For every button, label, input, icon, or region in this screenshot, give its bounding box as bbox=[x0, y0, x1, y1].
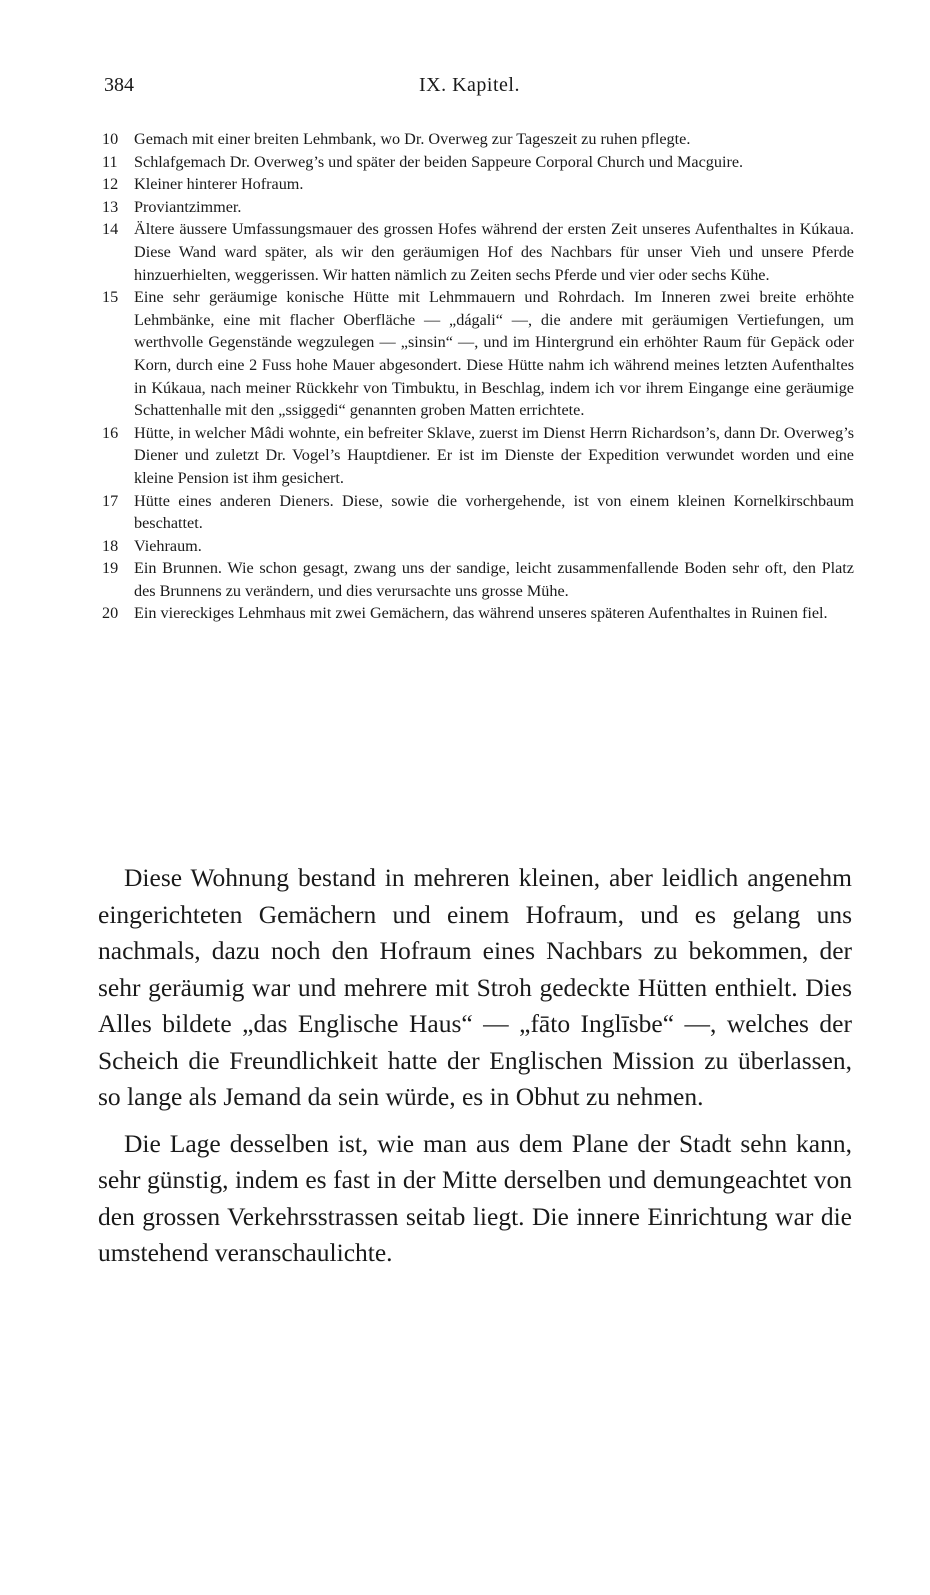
legend-entry-number: 11 bbox=[102, 152, 118, 171]
page-header bbox=[104, 74, 852, 104]
legend-entry-number: 12 bbox=[102, 175, 119, 194]
paragraph: Diese Wohnung bestand in mehreren kleinen, aber leidlich angenehm eingerichteten Gemächern und einem Hofraum, und es gelang uns nachmals, dazu noch den Hofraum eines Nachbars zu bekommen, der sehr geräumig war und mehrere mit Stroh gedeckte Hütten enthielt. Dies Alles bildete „das Englische Haus“ — „fāto Inglīsbe“ —, welches der Scheich die Freundlichkeit hatte der Englischen Mission zu überlassen, so lange als Jemand da sein würde, es in Obhut zu nehmen. bbox=[98, 863, 852, 1111]
legend-entry bbox=[102, 602, 854, 625]
legend-entry-text: Hütte eines anderen Dieners. Diese, sowie die vorhergehende, ist von einem kleinen Kornelkirschbaum beschattet. bbox=[134, 491, 854, 533]
legend-entry bbox=[102, 151, 854, 174]
legend-entry-number: 15 bbox=[102, 288, 119, 307]
legend-entry bbox=[102, 173, 854, 196]
legend-entry-number: 19 bbox=[102, 559, 119, 578]
plan-legend bbox=[102, 128, 854, 625]
legend-entry-text: Viehraum. bbox=[134, 536, 202, 555]
legend-entry-number: 18 bbox=[102, 536, 119, 555]
legend-entry-text: Ältere äussere Umfassungsmauer des grossen Hofes während der ersten Zeit unseres Aufenthaltes in Kúkaua. Diese Wand ward später, als wir den geräumigen Hof des Nachbars für unser Vieh und unsere Pferde hinzuerhielten, weggerissen. Wir hatten nämlich zu Zeiten sechs Pferde und vier oder sechs Kühe. bbox=[134, 220, 854, 284]
legend-entry-text: Ein viereckiges Lehmhaus mit zwei Gemächern, das während unseres späteren Aufenthaltes in Ruinen fiel. bbox=[134, 604, 828, 623]
legend-entry-text: Gemach mit einer breiten Lehmbank, wo Dr. Overweg zur Tageszeit zu ruhen pflegte. bbox=[134, 130, 691, 148]
legend-entry-number: 10 bbox=[102, 130, 119, 148]
legend-entry-number: 20 bbox=[102, 604, 119, 623]
legend-entry-text: Hütte, in welcher Mâdi wohnte, ein befreiter Sklave, zuerst im Dienst Herrn Richardson’s, dann Dr. Overweg’s Diener und zuletzt Dr. Vogel’s Hauptdiener. Er ist im Dienste der Expedition verwundet worden und eine kleine Pension ist ihm gesichert. bbox=[134, 423, 854, 487]
running-title: IX. Kapitel. bbox=[419, 74, 520, 96]
legend-entry bbox=[102, 196, 854, 219]
legend-entry-number: 13 bbox=[102, 197, 119, 216]
legend-entry-number: 16 bbox=[102, 423, 119, 442]
legend-entry-text: Proviantzimmer. bbox=[134, 197, 242, 216]
legend-entry-number: 17 bbox=[102, 491, 119, 510]
legend-entry-text: Schlafgemach Dr. Overweg’s und später der beiden Sappeure Corporal Church und Macguire. bbox=[134, 152, 744, 171]
legend-entry bbox=[102, 535, 854, 558]
legend-entry bbox=[102, 286, 854, 422]
legend-entry bbox=[102, 218, 854, 286]
page-number: 384 bbox=[104, 74, 134, 96]
legend-entry bbox=[102, 422, 854, 490]
legend-entry bbox=[102, 557, 854, 602]
legend-entry bbox=[102, 490, 854, 535]
body-text bbox=[98, 860, 852, 1272]
legend-entry-text: Eine sehr geräumige konische Hütte mit Lehmmauern und Rohrdach. Im Inneren zwei breite erhöhte Lehmbänke, eine mit flacher Oberfläche — „dágali“ —, die andere mit geräumigen Vertiefungen, um werthvolle Gegenstände wegzulegen — „sinsin“ —, und im Hintergrund ein erhöhter Raum für Gepäck oder Korn, durch eine 2 Fuss hohe Mauer abgesondert. Diese Hütte nahm ich während meines letzten Aufenthaltes in Kúkaua, nach meiner Rückkehr von Timbuktu, in Beschlag, indem ich vor ihrem Eingange eine geräumige Schattenhalle mit den „ssigge̱di“ genannten groben Matten errichtete. bbox=[134, 288, 854, 420]
legend-entry-text: Ein Brunnen. Wie schon gesagt, zwang uns der sandige, leicht zusammenfallende Boden sehr oft, den Platz des Brunnens zu verändern, und dies verursachte uns grosse Mühe. bbox=[134, 559, 854, 600]
legend-entry-text: Kleiner hinterer Hofraum. bbox=[134, 175, 304, 194]
legend-entry bbox=[102, 128, 854, 151]
paragraph: Die Lage desselben ist, wie man aus dem Plane der Stadt sehn kann, sehr günstig, indem es fast in der Mitte derselben und demungeachtet von den grossen Verkehrsstrassen seitab liegt. Die innere Einrichtung war die umstehend veranschaulichte. bbox=[98, 1128, 852, 1267]
legend-entry-number: 14 bbox=[102, 220, 119, 239]
